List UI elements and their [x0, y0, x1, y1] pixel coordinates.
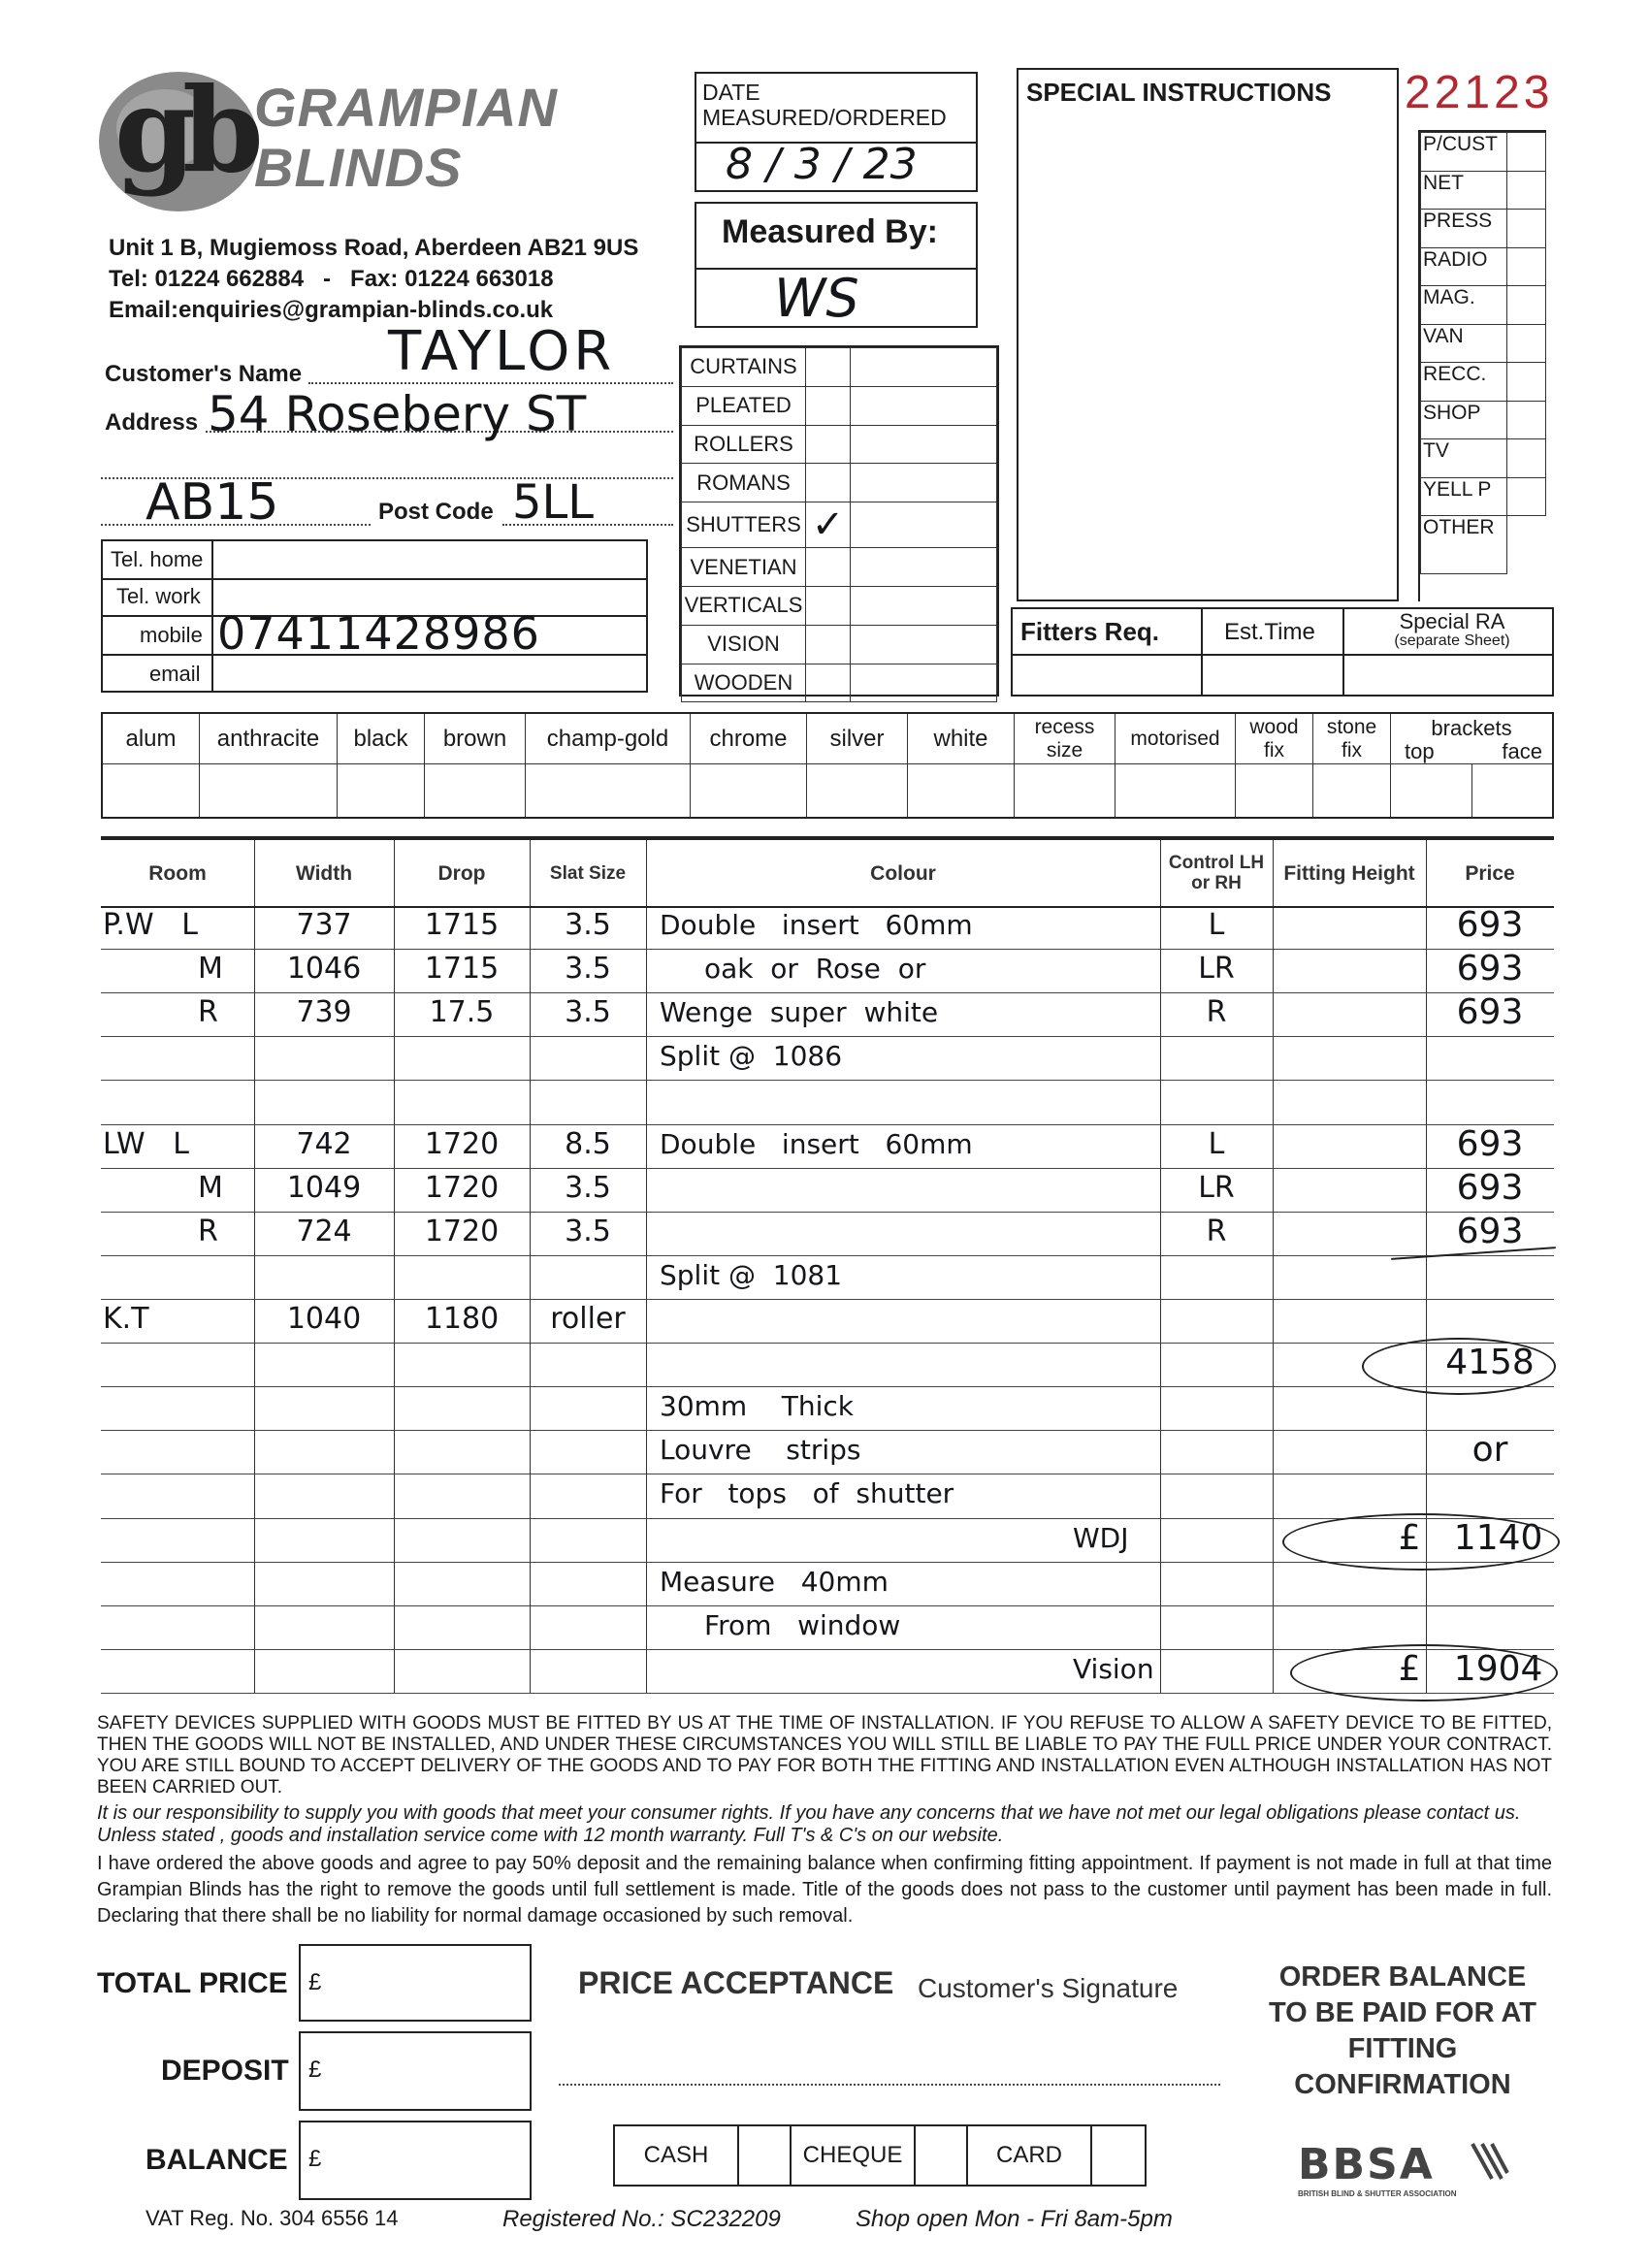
cell-price[interactable]: 693	[1456, 949, 1524, 989]
cell-drop[interactable]	[394, 1338, 530, 1387]
product-type-extra[interactable]	[851, 386, 997, 425]
fitters-box	[1011, 607, 1554, 697]
cell-width[interactable]	[254, 1031, 394, 1081]
finish-option-label: brown	[425, 714, 525, 764]
product-type-check[interactable]: ✓	[806, 502, 851, 548]
product-type-label: SHUTTERS	[682, 502, 806, 548]
cell-control[interactable]	[1160, 1250, 1273, 1300]
cell-slat[interactable]	[530, 1250, 646, 1300]
cell-width[interactable]: 737	[296, 908, 352, 942]
cell-width[interactable]	[254, 1601, 394, 1650]
measured-by-box	[695, 202, 978, 328]
cell-colour[interactable]: Split @ 1086	[660, 1040, 843, 1073]
fitters-label: Fitters Req.	[1020, 617, 1160, 646]
terms-rights: It is our responsibility to supply you with goods that meet your consumer rights. If you have any concerns that we have not met our legal obligations please contact us. Unless stated , goods and installation service come with 12 month warranty. Full T's & C's on our website.	[97, 1802, 1521, 1846]
cell-colour[interactable]: From window	[704, 1608, 901, 1641]
date-value[interactable]: 8 / 3 / 23	[726, 140, 918, 189]
source-check[interactable]	[1507, 171, 1546, 210]
bbsa-slash-icon	[1469, 2142, 1509, 2181]
finish-option[interactable]	[425, 714, 526, 817]
payment-card[interactable]	[968, 2126, 1145, 2185]
cell-price[interactable]: 693	[1456, 1211, 1524, 1251]
source-row	[1421, 210, 1546, 248]
cell-control[interactable]	[1160, 1644, 1273, 1694]
cell-slat[interactable]	[530, 1644, 646, 1694]
finish-option-label: chrome	[691, 714, 806, 764]
shop-hours: Shop open Mon - Fri 8am-5pm	[856, 2206, 1173, 2232]
source-label: RECC.	[1421, 363, 1507, 402]
phone-box	[101, 539, 648, 693]
mobile-value[interactable]: 07411428986	[217, 607, 540, 660]
cell-room[interactable]	[101, 1557, 254, 1606]
cell-room[interactable]: M	[198, 1170, 223, 1205]
customer-name[interactable]: TAYLOR	[388, 320, 616, 383]
cell-control[interactable]	[1160, 1031, 1273, 1081]
finish-option[interactable]	[1313, 714, 1391, 817]
product-type-row	[682, 464, 997, 502]
cell-room[interactable]	[101, 1250, 254, 1300]
total-price-field[interactable]: £	[299, 1944, 532, 2022]
company-tel: Tel: 01224 662884 - Fax: 01224 663018	[109, 266, 554, 292]
cell-drop[interactable]: 1720	[424, 1170, 500, 1205]
postcode[interactable]: 5LL	[512, 475, 595, 530]
finish-option[interactable]	[338, 714, 425, 817]
product-type-check[interactable]	[806, 348, 851, 387]
source-label: YELL P	[1421, 477, 1507, 516]
cell-room[interactable]	[101, 1381, 254, 1431]
source-row	[1421, 171, 1546, 210]
col-header-colour: Colour	[870, 861, 936, 885]
finish-option-label: champ-gold	[526, 714, 690, 764]
payment-label: CHEQUE	[802, 2142, 903, 2168]
source-check[interactable]	[1507, 133, 1546, 172]
cell-drop[interactable]	[394, 1601, 530, 1650]
cell-drop[interactable]	[394, 1513, 530, 1563]
cell-colour[interactable]	[646, 1338, 1160, 1387]
balance-field[interactable]: £	[299, 2121, 532, 2200]
product-type-row	[682, 425, 997, 464]
cell-width[interactable]	[254, 1469, 394, 1518]
cell-colour[interactable]: 30mm Thick	[660, 1390, 855, 1423]
product-type-check[interactable]	[806, 586, 851, 625]
product-type-check[interactable]	[806, 464, 851, 502]
cell-control[interactable]	[1160, 1601, 1273, 1650]
cell-room[interactable]: P.W L	[103, 908, 198, 942]
cell-control[interactable]	[1160, 1425, 1273, 1474]
cell-room[interactable]	[101, 1601, 254, 1650]
cell-colour[interactable]	[646, 1207, 1160, 1256]
cell-slat[interactable]: 3.5	[565, 1170, 611, 1205]
cell-control[interactable]: R	[1206, 1214, 1227, 1248]
cell-room[interactable]	[101, 1513, 254, 1563]
product-type-label: PLEATED	[682, 386, 806, 425]
cell-colour[interactable]: WDJ	[1073, 1521, 1129, 1554]
cell-room[interactable]	[101, 1469, 254, 1518]
cell-width[interactable]: 1046	[286, 952, 362, 987]
signature-line[interactable]	[559, 2084, 1220, 2086]
cell-slat[interactable]	[530, 1075, 646, 1124]
measured-by-label: Measured By:	[722, 213, 938, 250]
product-type-row	[682, 548, 997, 587]
payment-label: CARD	[995, 2142, 1062, 2168]
cell-drop[interactable]: 1180	[424, 1302, 500, 1336]
special-instructions-label: SPECIAL INSTRUCTIONS	[1026, 78, 1332, 107]
cell-colour[interactable]	[646, 1075, 1160, 1124]
cell-width[interactable]	[254, 1338, 394, 1387]
source-label: RADIO	[1421, 247, 1507, 286]
cell-control[interactable]	[1160, 1469, 1273, 1518]
cell-room[interactable]: R	[198, 995, 218, 1030]
product-type-label: ROLLERS	[682, 425, 806, 464]
cell-drop[interactable]: 1720	[424, 1126, 500, 1161]
order-balance-note: ORDER BALANCE TO BE PAID FOR AT FITTING CONFIRMATION	[1268, 1961, 1537, 2100]
order-table	[101, 840, 1554, 1694]
product-type-label: VISION	[682, 625, 806, 664]
source-row	[1421, 286, 1546, 325]
source-row	[1421, 133, 1546, 172]
company-logo	[97, 62, 260, 213]
cell-slat[interactable]	[530, 1031, 646, 1081]
source-check[interactable]	[1507, 516, 1546, 574]
cell-width[interactable]	[254, 1513, 394, 1563]
cell-price[interactable]: 693	[1456, 992, 1524, 1033]
col-header-price: Price	[1465, 861, 1515, 885]
tel-home-label: Tel. home	[111, 547, 204, 571]
cell-price[interactable]: or	[1471, 1430, 1508, 1471]
terms-deposit: I have ordered the above goods and agree to pay 50% deposit and the remaining balance when confirming fitting appointment. If payment is not made in full at that time Grampian Blinds has the right to remove the goods until full settlement is made. Title of the goods does not pass to the customer until payment has been made in full. Declaring that there shall be no liability for normal damage occasioned by such removal.	[97, 1853, 1552, 1927]
tel-work-label: Tel. work	[116, 584, 201, 608]
payment-label: CASH	[643, 2142, 709, 2168]
source-label: NET	[1421, 171, 1507, 210]
cell-width[interactable]	[254, 1425, 394, 1474]
cell-slat[interactable]: 8.5	[565, 1126, 611, 1161]
brackets-face: face	[1502, 739, 1542, 763]
col-header-drop: Drop	[437, 861, 486, 885]
cell-colour[interactable]: oak or Rose or	[704, 953, 926, 986]
payment-cash[interactable]	[615, 2126, 792, 2185]
product-type-label: WOODEN	[682, 664, 806, 702]
cell-room[interactable]: M	[198, 952, 223, 987]
cell-control[interactable]: LR	[1198, 952, 1235, 987]
company-name-1: GRAMPIAN	[254, 77, 558, 138]
finish-option[interactable]	[200, 714, 338, 817]
cell-control[interactable]	[1160, 1075, 1273, 1124]
cell-price[interactable]: 693	[1456, 1123, 1524, 1164]
product-type-label: VENETIAN	[682, 548, 806, 587]
cell-colour[interactable]	[646, 1294, 1160, 1344]
product-type-row	[682, 386, 997, 425]
product-type-row	[682, 348, 997, 387]
cell-slat[interactable]	[530, 1381, 646, 1431]
cell-price[interactable]: 693	[1456, 905, 1524, 945]
customer-name-label: Customer's Name	[105, 361, 303, 387]
brackets-label: brackets	[1431, 716, 1512, 740]
cell-price[interactable]: £ 1140	[1398, 1517, 1543, 1558]
cell-price[interactable]	[1426, 1294, 1554, 1344]
source-check[interactable]	[1507, 286, 1546, 325]
company-email: Email:enquiries@grampian-blinds.co.uk	[109, 297, 554, 323]
product-type-extra[interactable]	[851, 586, 997, 625]
deposit-field[interactable]: £	[299, 2031, 532, 2111]
product-types	[679, 345, 999, 697]
cell-slat[interactable]: roller	[550, 1302, 626, 1336]
product-type-row	[682, 502, 997, 548]
price-acceptance-subtitle: Customer's Signature	[918, 1973, 1179, 2003]
mobile-label: mobile	[140, 623, 203, 647]
deposit-label: DEPOSIT	[161, 2055, 289, 2087]
col-header-fitting: Fitting Height	[1283, 861, 1415, 885]
source-label: VAN	[1421, 324, 1507, 363]
date-box	[695, 72, 978, 192]
payment-check[interactable]	[1090, 2126, 1145, 2185]
cell-price[interactable]: 693	[1456, 1167, 1524, 1208]
vat-number: VAT Reg. No. 304 6556 14	[146, 2206, 399, 2230]
finish-option[interactable]	[807, 714, 908, 817]
source-label: PRESS	[1421, 210, 1507, 248]
source-check[interactable]	[1507, 363, 1546, 402]
finish-option[interactable]	[1015, 714, 1116, 817]
measured-by-value[interactable]: WS	[774, 268, 859, 329]
address-line1[interactable]: 54 Rosebery ST	[208, 386, 587, 442]
cell-room[interactable]	[101, 1644, 254, 1694]
finish-option[interactable]	[1116, 714, 1236, 817]
col-header-control: Control LH or RH	[1168, 853, 1265, 893]
cell-slat[interactable]: 3.5	[565, 1214, 611, 1248]
circled-total	[1290, 1644, 1558, 1701]
brackets-option[interactable]	[1391, 714, 1552, 817]
cell-width[interactable]	[254, 1381, 394, 1431]
cell-width[interactable]	[254, 1250, 394, 1300]
product-type-check[interactable]	[806, 425, 851, 464]
order-number: 22123	[1405, 67, 1554, 118]
cell-price[interactable]: £ 1904	[1398, 1648, 1543, 1689]
cell-width[interactable]: 1040	[286, 1302, 362, 1336]
email-label: email	[149, 662, 201, 686]
cell-drop[interactable]	[394, 1425, 530, 1474]
source-row	[1421, 439, 1546, 478]
cell-price[interactable]	[1426, 1250, 1554, 1300]
finish-option[interactable]	[908, 714, 1015, 817]
source-row	[1421, 247, 1546, 286]
terms-safety: SAFETY DEVICES SUPPLIED WITH GOODS MUST BE FITTED BY US AT THE TIME OF INSTALLATION. IF YOU REFUSE TO ALLOW A SAFETY DEVICE TO BE FITTED, THEN THE GOODS WILL NOT BE INSTALLED, AND UNDER THESE CIRCUMSTANCES YOU WILL STILL BE LIABLE TO PAY THE FULL PRICE UNDER YOUR CONTRACT. YOU ARE STILL BOUND TO ACCEPT DELIVERY OF THE GOODS AND TO PAY FOR BOTH THE FITTING AND INSTALLATION EVEN ALTHOUGH INSTALLATION HAS NOT BEEN CARRIED OUT.	[97, 1713, 1552, 1798]
registered-number: Registered No.: SC232209	[502, 2206, 781, 2232]
special-ra-note: (separate Sheet)	[1394, 632, 1510, 649]
cell-drop[interactable]: 17.5	[429, 995, 495, 1030]
total-price-label: TOTAL PRICE	[97, 1967, 288, 1999]
finish-option-label: white	[908, 714, 1014, 764]
balance-label: BALANCE	[146, 2144, 288, 2176]
source-label: SHOP	[1421, 401, 1507, 439]
source-check[interactable]	[1507, 324, 1546, 363]
cell-width[interactable]: 742	[296, 1126, 352, 1161]
product-type-check[interactable]	[806, 548, 851, 587]
cell-price[interactable]	[1426, 1469, 1554, 1518]
source-check[interactable]	[1507, 247, 1546, 286]
source-check[interactable]	[1507, 439, 1546, 478]
address-label: Address	[105, 409, 199, 436]
cell-drop[interactable]: 1715	[424, 908, 500, 942]
bbsa-logo: BBSA BRITISH BLIND & SHUTTER ASSOCIATION	[1298, 2140, 1531, 2198]
address-line2[interactable]: AB15	[146, 473, 279, 532]
source-row	[1421, 477, 1546, 516]
product-type-extra[interactable]	[851, 625, 997, 664]
payment-check[interactable]	[737, 2126, 792, 2185]
cell-colour[interactable]: Double insert 60mm	[660, 909, 973, 941]
cell-slat[interactable]	[530, 1557, 646, 1606]
postcode-label: Post Code	[378, 499, 494, 525]
cell-control[interactable]: L	[1208, 908, 1225, 942]
cell-slat[interactable]: 3.5	[565, 995, 611, 1030]
company-address: Unit 1 B, Mugiemoss Road, Aberdeen AB21 9US	[109, 235, 639, 261]
cell-room[interactable]	[101, 1031, 254, 1081]
cell-control[interactable]	[1160, 1557, 1273, 1606]
logo-letters: gb	[114, 62, 250, 199]
cell-drop[interactable]: 1715	[424, 952, 500, 987]
product-type-label: CURTAINS	[682, 348, 806, 387]
col-header-room: Room	[148, 861, 207, 885]
cell-colour[interactable]: For tops of shutter	[660, 1477, 954, 1510]
cell-drop[interactable]: 1720	[424, 1214, 500, 1248]
cell-drop[interactable]	[394, 1075, 530, 1124]
product-type-check[interactable]	[806, 664, 851, 702]
special-ra-label: Special RA	[1399, 609, 1505, 633]
cell-room[interactable]	[101, 1338, 254, 1387]
cell-colour[interactable]: Measure 40mm	[660, 1565, 889, 1598]
cell-room[interactable]: LW L	[103, 1126, 189, 1161]
product-type-label: ROMANS	[682, 464, 806, 502]
finish-option-label: recess size	[1015, 714, 1115, 764]
cell-control[interactable]: R	[1206, 995, 1227, 1030]
cell-price[interactable]: 4158	[1445, 1343, 1535, 1383]
finish-option[interactable]	[691, 714, 807, 817]
brackets-top: top	[1405, 739, 1435, 763]
cell-control[interactable]	[1160, 1338, 1273, 1387]
cell-colour[interactable]: Double insert 60mm	[660, 1127, 973, 1160]
source-row	[1421, 516, 1546, 574]
company-name-2: BLINDS	[254, 137, 463, 198]
cell-slat[interactable]	[530, 1601, 646, 1650]
cell-slat[interactable]	[530, 1469, 646, 1518]
cell-control[interactable]: L	[1208, 1126, 1225, 1161]
finish-option-label: black	[338, 714, 424, 764]
finish-option-label: alum	[103, 714, 199, 764]
product-type-extra[interactable]	[851, 464, 997, 502]
product-type-extra[interactable]	[851, 348, 997, 387]
cell-colour[interactable]: Split @ 1081	[660, 1258, 843, 1291]
product-type-check[interactable]	[806, 625, 851, 664]
cell-room[interactable]: K.T	[103, 1302, 149, 1336]
cell-room[interactable]	[101, 1425, 254, 1474]
cell-room[interactable]: R	[198, 1214, 218, 1248]
product-type-check[interactable]	[806, 386, 851, 425]
finish-option-label: silver	[807, 714, 907, 764]
cell-slat[interactable]: 3.5	[565, 908, 611, 942]
finish-option[interactable]	[1236, 714, 1313, 817]
cell-drop[interactable]	[394, 1557, 530, 1606]
circled-total	[1282, 1513, 1560, 1571]
source-label: MAG.	[1421, 286, 1507, 325]
product-type-extra[interactable]	[851, 548, 997, 587]
finish-option[interactable]	[103, 714, 200, 817]
finish-option-label: wood fix	[1236, 714, 1312, 764]
col-header-width: Width	[295, 861, 353, 885]
cell-width[interactable]: 724	[296, 1214, 352, 1248]
payment-cheque[interactable]	[792, 2126, 968, 2185]
cell-drop[interactable]	[394, 1250, 530, 1300]
cell-room[interactable]	[101, 1075, 254, 1124]
finish-options	[101, 712, 1554, 819]
source-list	[1418, 130, 1546, 601]
source-label: TV	[1421, 439, 1507, 478]
source-check[interactable]	[1507, 210, 1546, 248]
source-row	[1421, 401, 1546, 439]
cell-slat[interactable]: 3.5	[565, 952, 611, 987]
cell-colour[interactable]	[646, 1163, 1160, 1213]
product-type-row	[682, 664, 997, 702]
source-row	[1421, 324, 1546, 363]
cell-drop[interactable]	[394, 1031, 530, 1081]
cell-control[interactable]	[1160, 1513, 1273, 1563]
source-label: P/CUST	[1421, 133, 1507, 172]
cell-colour[interactable]: Wenge super white	[660, 996, 939, 1029]
cell-drop[interactable]	[394, 1381, 530, 1431]
col-header-slat: Slat Size	[549, 862, 627, 884]
product-type-extra[interactable]	[851, 502, 997, 548]
est-time-label: Est.Time	[1224, 619, 1315, 645]
source-check[interactable]	[1507, 401, 1546, 439]
cell-slat[interactable]	[530, 1425, 646, 1474]
payment-methods	[613, 2124, 1147, 2187]
circled-total	[1362, 1338, 1556, 1395]
product-type-label: VERTICALS	[682, 586, 806, 625]
cell-price[interactable]	[1426, 1031, 1554, 1081]
cell-control[interactable]	[1160, 1294, 1273, 1344]
cell-width[interactable]: 739	[296, 995, 352, 1030]
cell-width[interactable]	[254, 1644, 394, 1694]
cell-width[interactable]: 1049	[286, 1170, 362, 1205]
payment-check[interactable]	[914, 2126, 968, 2185]
price-acceptance-title: PRICE ACCEPTANCE	[578, 1965, 894, 2000]
cell-control[interactable]: LR	[1198, 1170, 1235, 1205]
date-label: DATE MEASURED/ORDERED	[702, 80, 947, 130]
finish-option-label: stone fix	[1313, 714, 1390, 764]
cell-colour[interactable]: Louvre strips	[660, 1434, 861, 1467]
source-label: OTHER	[1421, 516, 1507, 574]
cell-drop[interactable]	[394, 1469, 530, 1518]
cell-price[interactable]	[1426, 1075, 1554, 1124]
source-row	[1421, 363, 1546, 402]
cell-slat[interactable]	[530, 1513, 646, 1563]
cell-width[interactable]	[254, 1557, 394, 1606]
source-check[interactable]	[1507, 477, 1546, 516]
cell-width[interactable]	[254, 1075, 394, 1124]
cell-drop[interactable]	[394, 1644, 530, 1694]
finish-option[interactable]	[526, 714, 691, 817]
finish-option-label: motorised	[1116, 714, 1235, 764]
cell-colour[interactable]: Vision	[1073, 1652, 1154, 1685]
cell-price[interactable]	[1426, 1601, 1554, 1650]
cell-slat[interactable]	[530, 1338, 646, 1387]
finish-option-label: anthracite	[200, 714, 337, 764]
product-type-row	[682, 586, 997, 625]
product-type-extra[interactable]	[851, 425, 997, 464]
product-type-extra[interactable]	[851, 664, 997, 702]
special-instructions-box[interactable]	[1017, 68, 1399, 601]
product-type-row	[682, 625, 997, 664]
cell-control[interactable]	[1160, 1381, 1273, 1431]
